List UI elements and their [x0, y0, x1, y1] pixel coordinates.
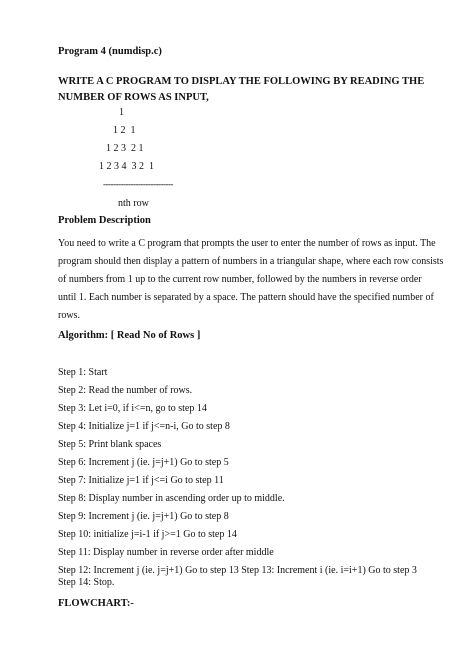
pattern-row: 1 — [119, 107, 124, 118]
paragraph-line: rows. — [58, 310, 80, 321]
pattern-row: 1 2 3 2 1 — [106, 143, 144, 154]
program-heading: Program 4 (numdisp.c) — [58, 46, 162, 57]
pattern-row: 1 2 1 — [113, 125, 136, 136]
flowchart-heading: FLOWCHART:- — [58, 598, 134, 609]
algorithm-heading: Algorithm: [ Read No of Rows ] — [58, 330, 201, 341]
algorithm-step: Step 9: Increment j (ie. j=j+1) Go to step 8 — [58, 511, 229, 522]
algorithm-step: Step 5: Print blank spaces — [58, 439, 162, 450]
title-line-2: NUMBER OF ROWS AS INPUT, — [58, 92, 209, 103]
problem-description-heading: Problem Description — [58, 215, 151, 226]
algorithm-step: Step 3: Let i=0, if i<=n, go to step 14 — [58, 403, 207, 414]
algorithm-step: Step 8: Display number in ascending order up to middle. — [58, 493, 285, 504]
pattern-row: 1 2 3 4 3 2 1 — [99, 161, 154, 172]
algorithm-step: Step 1: Start — [58, 367, 108, 378]
algorithm-step: Step 12: Increment j (ie. j=j+1) Go to step 13 Step 13: Increment i (ie. i=i+1) Go to step 3 — [58, 565, 417, 576]
title-line-1: WRITE A C PROGRAM TO DISPLAY THE FOLLOWING BY READING THE — [58, 76, 425, 87]
paragraph-line: of numbers from 1 up to the current row number, followed by the numbers in reverse order — [58, 274, 422, 285]
paragraph-line: program should then display a pattern of numbers in a triangular shape, where each row consists — [58, 256, 444, 267]
algorithm-step: Step 11: Display number in reverse order after middle — [58, 547, 274, 558]
paragraph-line: until 1. Each number is separated by a space. The pattern should have the specified number of — [58, 292, 434, 303]
algorithm-step: Step 4: Initialize j=1 if j<=n-i, Go to step 8 — [58, 421, 230, 432]
algorithm-step: Step 6: Increment j (ie. j=j+1) Go to step 5 — [58, 457, 229, 468]
pattern-dashes: ---------------------------- — [103, 179, 173, 189]
paragraph-line: You need to write a C program that prompts the user to enter the number of rows as input. The — [58, 238, 436, 249]
algorithm-step: Step 7: Initialize j=1 if j<=i Go to step 11 — [58, 475, 224, 486]
algorithm-step: Step 10: initialize j=i-1 if j>=1 Go to step 14 — [58, 529, 237, 540]
algorithm-step: Step 2: Read the number of rows. — [58, 385, 193, 396]
pattern-footer: nth row — [118, 198, 149, 209]
algorithm-step: Step 14: Stop. — [58, 577, 115, 588]
